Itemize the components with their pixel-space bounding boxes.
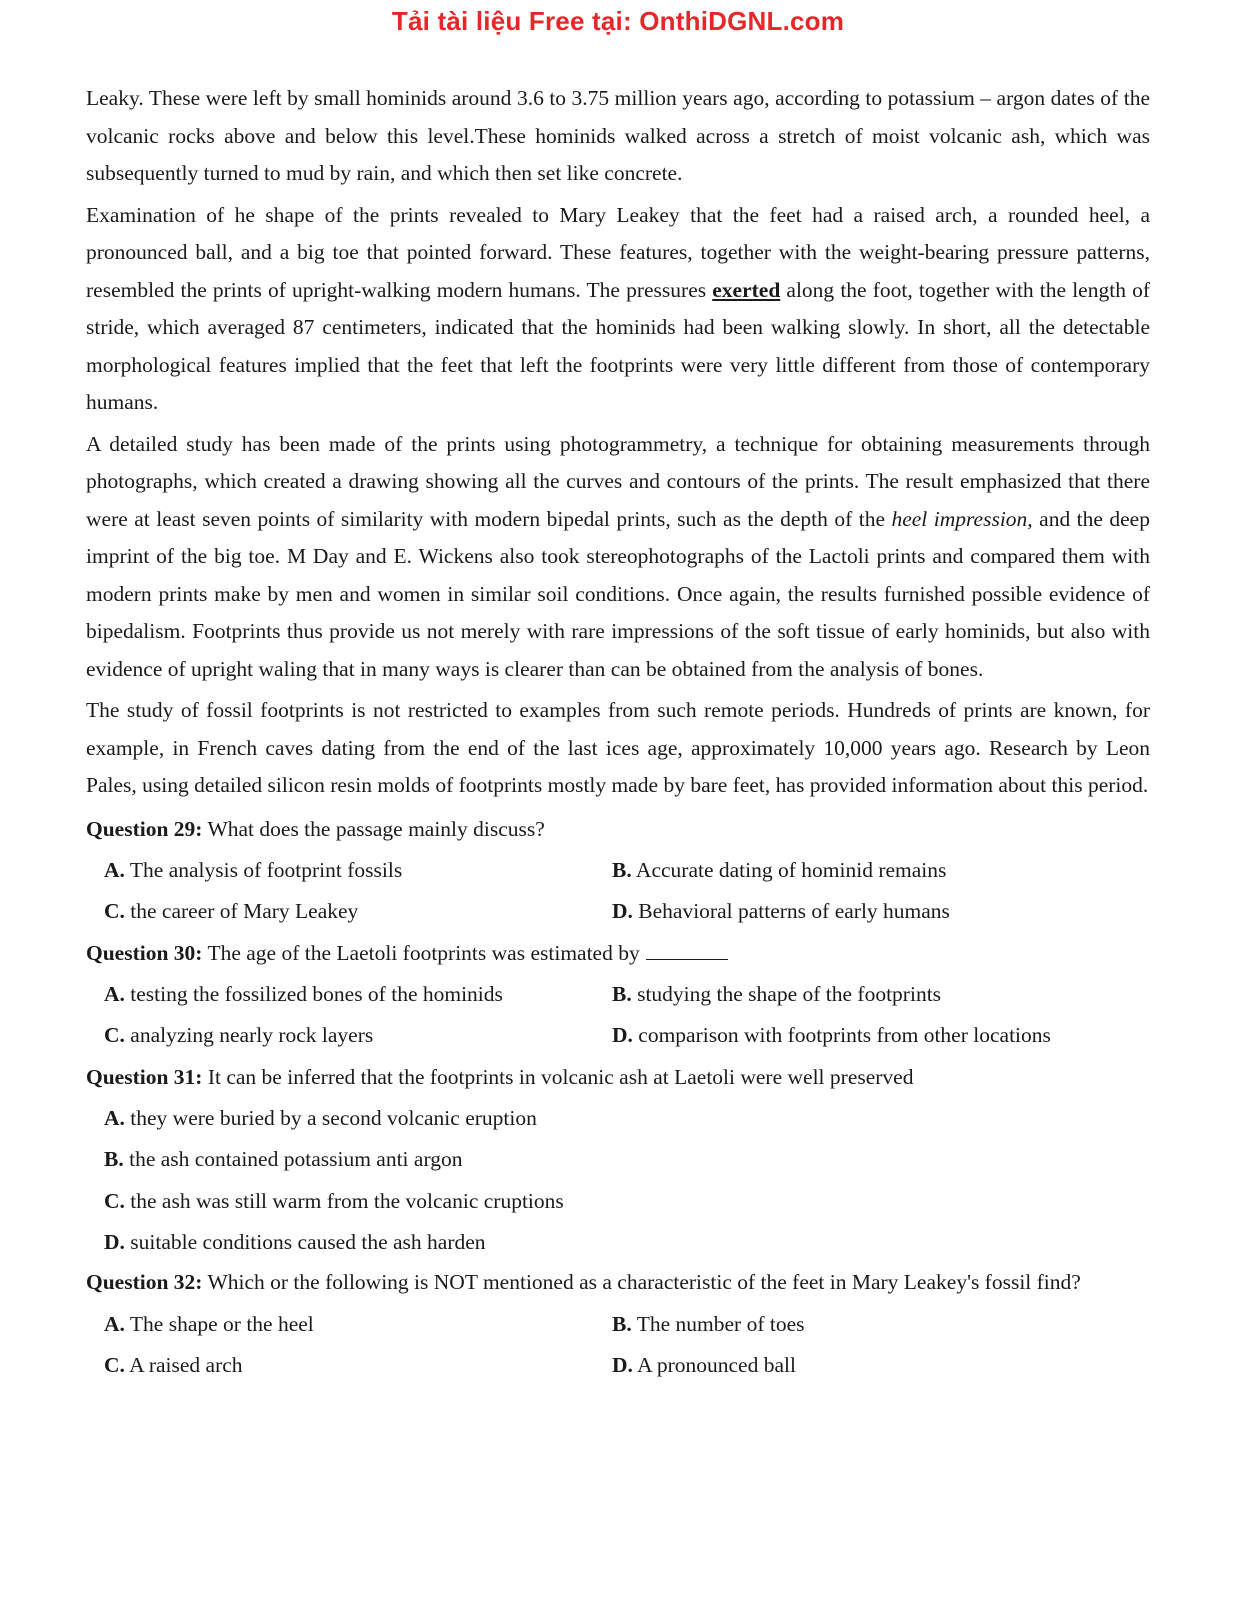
option-text: Accurate dating of hominid remains — [635, 857, 947, 882]
option-text: they were buried by a second volcanic eruption — [130, 1105, 537, 1130]
option-letter: B. — [612, 981, 632, 1006]
option-d[interactable] — [612, 1345, 1152, 1387]
question-stem: What does the passage mainly discuss? — [207, 816, 545, 841]
option-letter: D. — [612, 1023, 633, 1047]
option-d[interactable] — [104, 1222, 1150, 1264]
question-label: Question 29: — [86, 816, 203, 841]
question-31-options — [86, 1098, 1150, 1264]
question-stem: The age of the Laetoli footprints was estimated by — [207, 940, 640, 965]
underlined-word-exerted: exerted — [712, 277, 781, 302]
option-text: The number of toes — [636, 1311, 805, 1336]
option-b[interactable] — [612, 1304, 1152, 1346]
question-30 — [86, 933, 1150, 974]
italic-heel-impression: heel impression, — [891, 506, 1033, 531]
option-text: studying the shape of the footprints — [637, 981, 942, 1006]
question-stem: It can be inferred that the footprints in volcanic ash at Laetoli were well preserved — [207, 1064, 914, 1089]
answer-blank — [646, 943, 728, 960]
p2-text-b: along the foot, together with the length of stride, which averaged 87 centimeters, indicated that the hominids had been walking slowly. In short, all the detectable morphological features implied that the feet that left the footprints were very little different from those of contemporary humans. — [86, 277, 1150, 414]
option-c[interactable] — [104, 1181, 1150, 1223]
option-text: the career of Mary Leakey — [130, 899, 359, 923]
option-text: testing the fossilized bones of the hominids — [130, 981, 503, 1006]
option-text: A pronounced ball — [637, 1353, 796, 1377]
document-body — [86, 80, 1150, 1387]
option-text: the ash contained potassium anti argon — [129, 1147, 463, 1171]
option-letter: D. — [612, 899, 633, 923]
option-d[interactable] — [612, 1015, 1152, 1057]
option-a[interactable] — [104, 974, 612, 1016]
question-31 — [86, 1057, 1150, 1098]
option-text: analyzing nearly rock layers — [130, 1023, 374, 1047]
passage-paragraph-2 — [86, 197, 1150, 422]
p3-text-a: A detailed study has been made of the prints using photogrammetry, a technique for obtaining measurements through photographs, which created a drawing showing all the curves and contours of the prints. The result emphasized that there were at least seven points of similarity with modern bipedal prints, such as the depth of the — [86, 431, 1150, 531]
option-text: The shape or the heel — [129, 1311, 314, 1336]
question-30-options — [86, 974, 1150, 1057]
option-letter: B. — [612, 1311, 632, 1336]
question-label: Question 30: — [86, 940, 203, 965]
question-29-options — [86, 850, 1150, 933]
option-b[interactable] — [612, 974, 1152, 1016]
option-letter: A. — [104, 1311, 125, 1336]
option-text: A raised arch — [129, 1353, 243, 1377]
passage-paragraph-4: The study of fossil footprints is not restricted to examples from such remote periods. Hundreds of prints are known, for example, in French caves dating from the end of the last ices age, approximately 10,000 years ago. Research by Leon Pales, using detailed silicon resin molds of footprints mostly made by bare feet, has provided information about this period. — [86, 698, 1150, 797]
option-letter: A. — [104, 857, 125, 882]
option-text: suitable conditions caused the ash harden — [130, 1230, 486, 1254]
option-letter: B. — [612, 857, 632, 882]
question-32 — [86, 1264, 1150, 1300]
question-stem: Which or the following is NOT mentioned as a characteristic of the feet in Mary Leakey's fossil find? — [207, 1269, 1081, 1294]
option-c[interactable] — [104, 1345, 612, 1387]
option-a[interactable] — [104, 1304, 612, 1346]
option-c[interactable] — [104, 1015, 612, 1057]
p2-text-a: Examination of he shape of the prints revealed to Mary Leakey that the feet had a raised arch, a rounded heel, a pronounced ball, and a big toe that pointed forward. These features, together with the weight-bearing pressure patterns, resembled the prints of upright-walking modern humans. The pressures — [86, 202, 1150, 302]
p3-text-b: and the deep imprint of the big toe. M Day and E. Wickens also took stereophotographs of the Lactoli prints and compared them with modern prints make by men and women in similar soil conditions. Once again, the results furnished possible evidence of bipedalism. Footprints thus provide us not merely with rare impressions of the soft tissue of early hominids, but also with evidence of upright waling that in many ways is clearer than can be obtained from the analysis of bones. — [86, 506, 1150, 681]
question-32-options — [86, 1304, 1150, 1387]
option-d[interactable] — [612, 891, 1152, 933]
option-b[interactable] — [104, 1139, 1150, 1181]
option-letter: C. — [104, 1353, 125, 1377]
passage-paragraph-3 — [86, 426, 1150, 689]
option-text: Behavioral patterns of early humans — [638, 899, 950, 923]
question-29 — [86, 809, 1150, 850]
option-letter: B. — [104, 1147, 124, 1171]
option-letter: D. — [104, 1230, 125, 1254]
option-a[interactable] — [104, 850, 612, 892]
option-letter: A. — [104, 981, 125, 1006]
passage-paragraph-1: Leaky. These were left by small hominids around 3.6 to 3.75 million years ago, according to potassium – argon dates of the volcanic rocks above and below this level.These hominids walked across a stretch of moist volcanic ash, which was subsequently turned to mud by rain, and which then set like concrete. — [86, 86, 1150, 185]
option-letter: C. — [104, 1188, 125, 1213]
option-b[interactable] — [612, 850, 1152, 892]
question-label: Question 32: — [86, 1269, 203, 1294]
option-letter: A. — [104, 1105, 125, 1130]
option-letter: C. — [104, 1023, 125, 1047]
option-text: the ash was still warm from the volcanic cruptions — [130, 1188, 564, 1213]
page-header-banner: Tải tài liệu Free tại: OnthiDGNL.com — [391, 6, 845, 36]
option-a[interactable] — [104, 1098, 1150, 1140]
option-letter: D. — [612, 1353, 633, 1377]
option-text: comparison with footprints from other locations — [638, 1023, 1051, 1047]
option-c[interactable] — [104, 891, 612, 933]
option-letter: C. — [104, 899, 125, 923]
question-label: Question 31: — [86, 1064, 203, 1089]
option-text: The analysis of footprint fossils — [129, 857, 403, 882]
